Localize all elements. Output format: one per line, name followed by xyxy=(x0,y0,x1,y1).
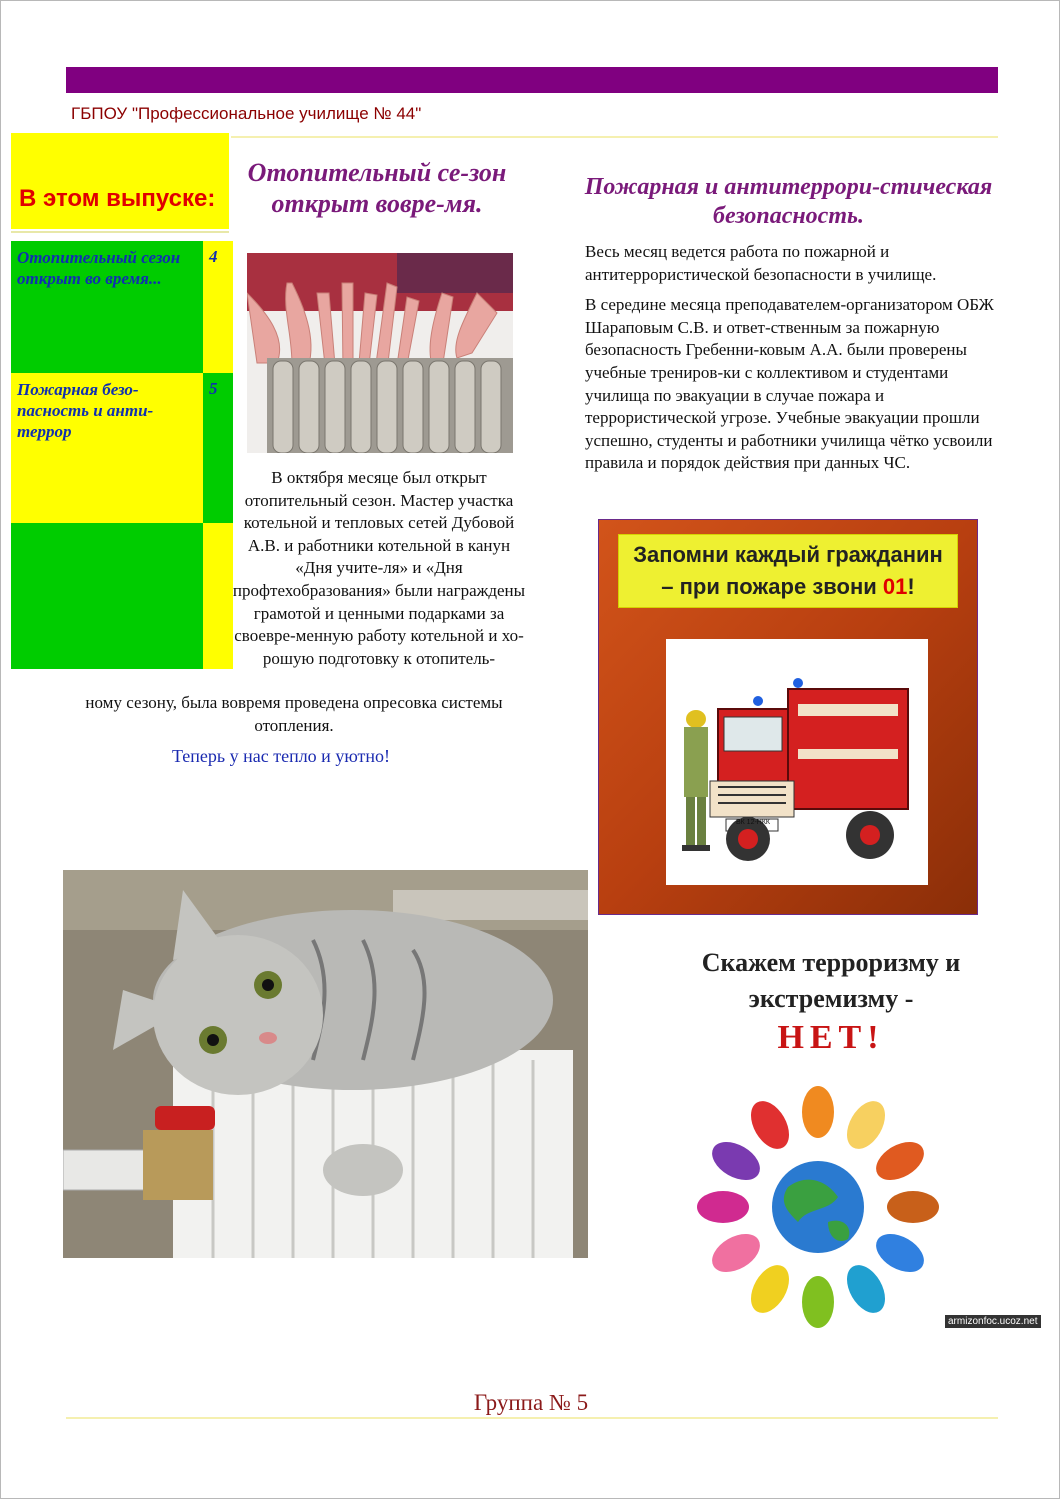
article-safety-body xyxy=(585,241,995,483)
contents-grid xyxy=(11,241,233,669)
photo-cat-on-radiator xyxy=(63,870,588,1258)
header-accent-bar xyxy=(66,67,998,93)
anti-terror-line: экстремизму - xyxy=(748,984,914,1013)
poster-slogan xyxy=(618,534,958,608)
organization-name: ГБПОУ "Профессиональное училище № 44" xyxy=(71,104,422,123)
article-safety-paragraph: В середине месяца преподавателем-организатором ОБЖ Шараповым С.В. и ответ-ственным за пожарную безопасность Гребенни-ковым А.А. были проверены учебные трениров-ки с коллективом и студентами училища по эвакуации в случае пожара и террористической угрозе. Учебные эвакуации прошли успешно, студенты и работники училища чётко усвоили правила и порядок действия при данных ЧС. xyxy=(585,295,994,473)
contents-item-page: 5 xyxy=(203,373,233,523)
article-heating-body: В октября месяце был открыт отопительный сезон. Мастер участка котельной и тепловых сетей Дубовой А.В. и работники котельной в канун «Дня учите-ля» и «Дня профтехобразования» были награждены грамотой и ценными подарками за своевре-менную работу котельной и хо-рошую подготовку к отопитель- xyxy=(232,468,526,668)
contents-item-label: Отопительный сезон открыт во время... xyxy=(17,248,181,288)
contents-item-heating[interactable] xyxy=(11,241,203,373)
contents-title: В этом выпуске: xyxy=(19,185,216,212)
truck-plate: ВК 12-НКК xyxy=(735,819,771,826)
contents-item-label: Пожарная безо-пасность и анти-террор xyxy=(17,380,154,441)
header-divider xyxy=(231,136,998,138)
contents-empty-cell xyxy=(11,523,203,669)
article-safety-title: Пожарная и антитеррори-стическая безопасность. xyxy=(584,174,993,229)
article-heating-closing: Теперь у нас тепло и уютно! xyxy=(171,746,391,766)
footer-divider xyxy=(66,1417,998,1419)
article-safety-paragraph: Весь месяц ведется работа по пожарной и антитеррористической безопасности в училище. xyxy=(585,242,937,284)
photo-hands-radiator xyxy=(247,253,513,453)
article-heating-title: Отопительный се-зон открыт вовре-мя. xyxy=(247,158,507,218)
poster-slogan-text: Запомни каждый гражданин – при пожаре звони xyxy=(633,542,943,599)
footer-group: Группа № 5 xyxy=(473,1390,589,1415)
contents-item-page: 4 xyxy=(203,241,233,373)
anti-terror-no: НЕТ! xyxy=(777,1019,885,1056)
contents-empty-cell xyxy=(203,523,233,669)
emergency-number: 01 xyxy=(882,574,908,599)
contents-header xyxy=(11,133,229,229)
anti-terror-slogan xyxy=(661,945,1001,1017)
image-watermark: armizonfoc.ucoz.net xyxy=(945,1315,1041,1328)
globe-hands-illustration xyxy=(696,1079,941,1334)
poster-slogan-end: ! xyxy=(907,574,915,599)
contents-item-safety[interactable] xyxy=(11,373,203,523)
anti-terror-line: Скажем терроризму и xyxy=(701,948,961,977)
article-heating-body-continued: ному сезону, была вовремя проведена опресовка системы отопления. xyxy=(85,693,503,735)
contents-divider xyxy=(11,231,229,233)
